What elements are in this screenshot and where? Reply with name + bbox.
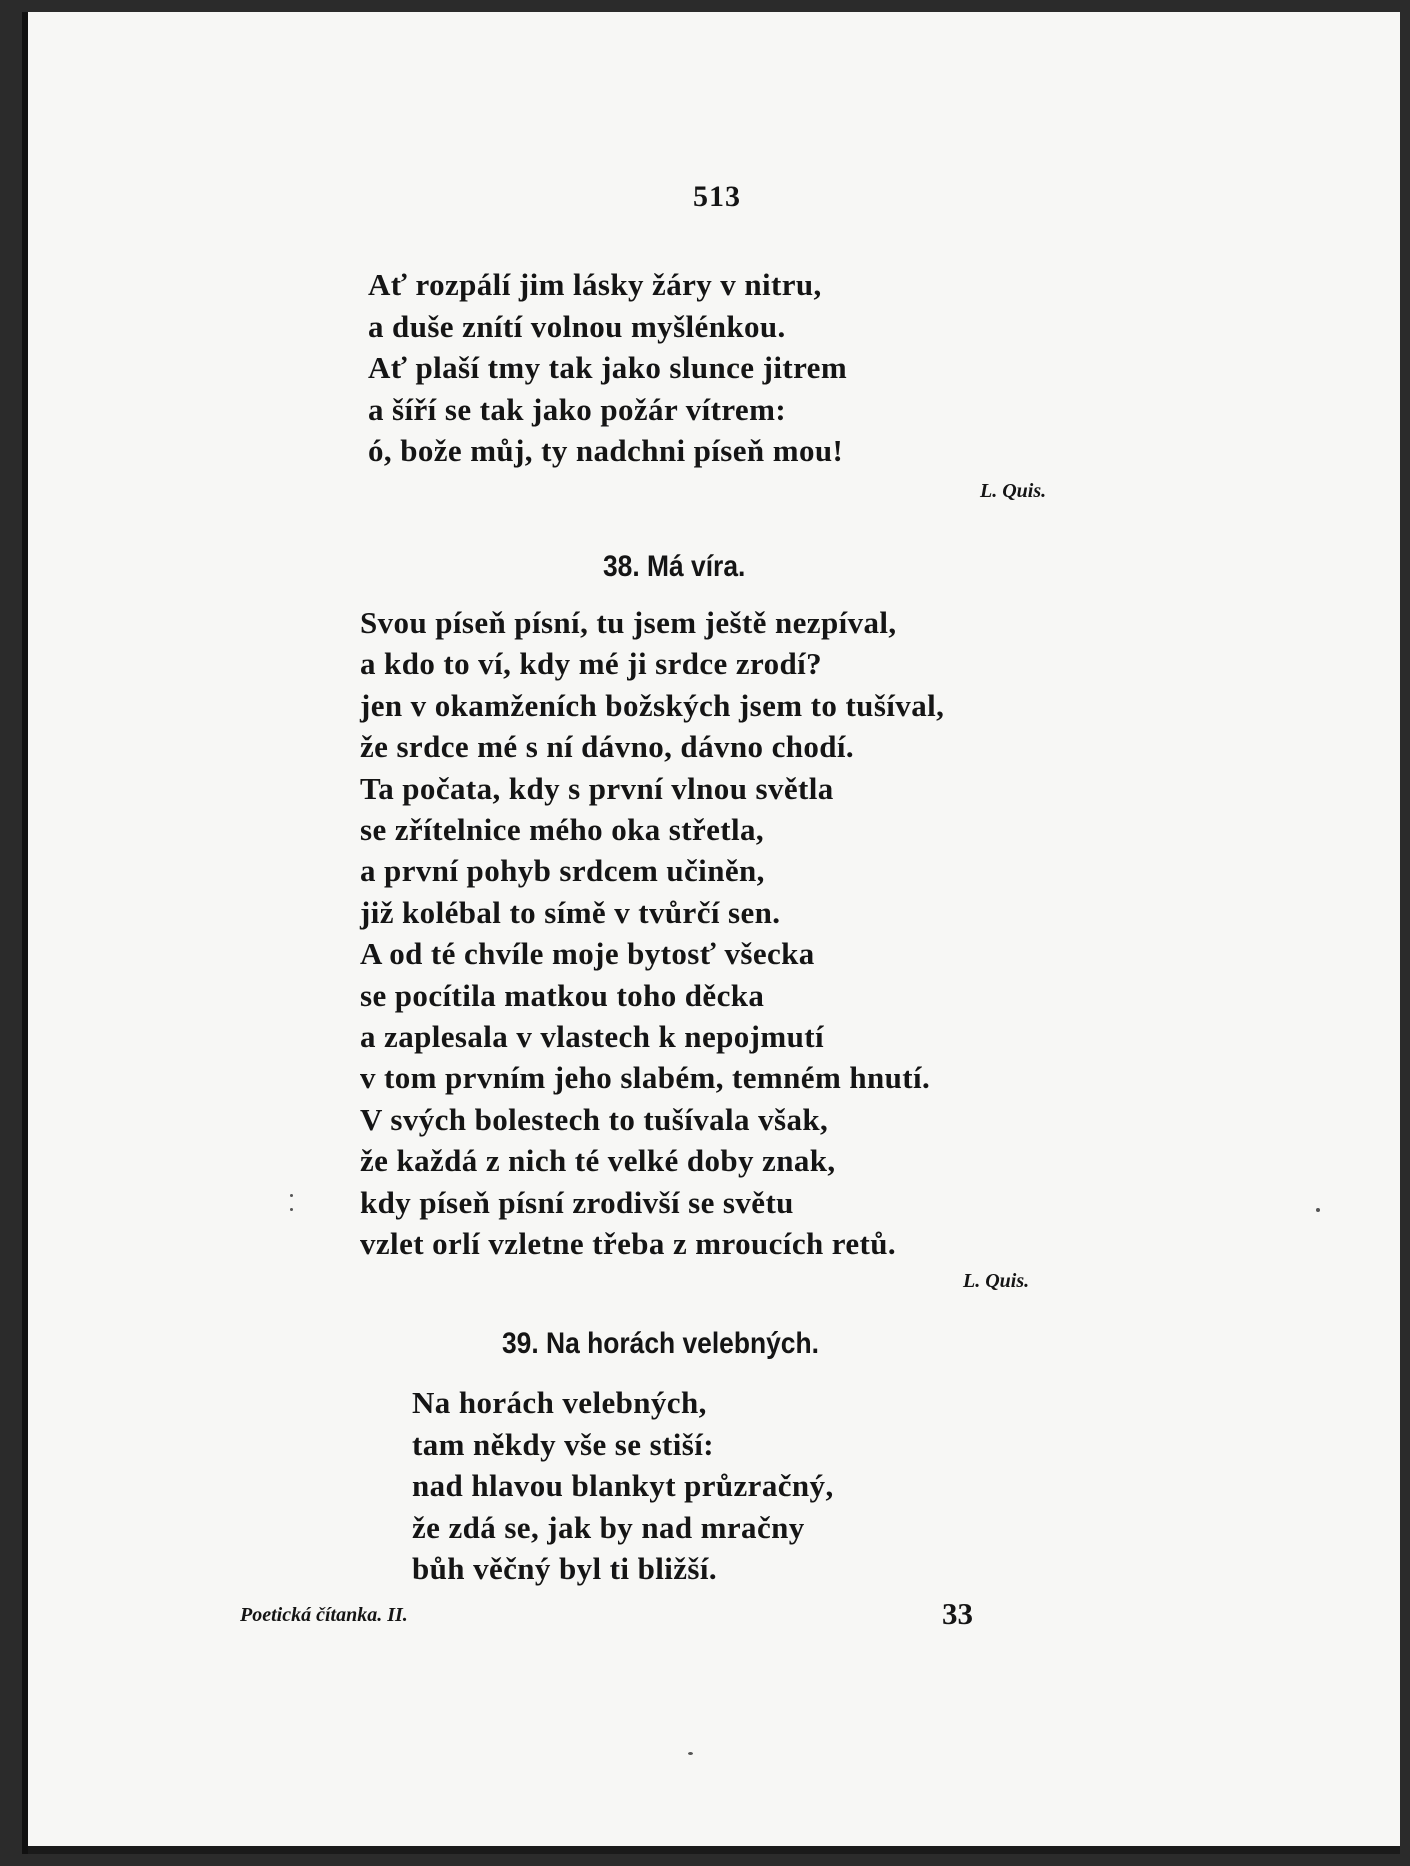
printer-signature-mark: 33 <box>942 1596 973 1631</box>
verse-line: Ta počata, kdy s první vlnou světla <box>360 770 834 806</box>
verse-line: a duše znítí volnou myšlénkou. <box>368 308 786 344</box>
poem-title: 38. Má víra. <box>603 550 746 583</box>
verse-line: se pocítila matkou toho děcka <box>360 977 765 1013</box>
verse-line: že srdce mé s ní dávno, dávno chodí. <box>360 729 855 765</box>
verse-line: a první pohyb srdcem učiněn, <box>360 853 765 889</box>
verse-line: kdy píseň písní zrodivší se světu <box>360 1184 794 1220</box>
author-signature: L. Quis. <box>980 480 1047 502</box>
verse-line: A od té chvíle moje bytosť všecka <box>360 936 815 972</box>
paper-speck <box>290 1208 293 1211</box>
verse-line: Ať plaší tmy tak jako slunce jitrem <box>368 350 848 386</box>
paper-speck <box>688 1752 693 1755</box>
verse-line: bůh věčný byl ti bližší. <box>412 1551 718 1587</box>
verse-line: V svých bolestech to tušívala však, <box>360 1101 829 1137</box>
paper-speck <box>1316 1208 1320 1212</box>
verse-line: Ať rozpálí jim lásky žáry v nitru, <box>368 267 822 302</box>
verse-line: již kolébal to símě v tvůrčí sen. <box>360 894 781 930</box>
verse-line: Svou píseň písní, tu jsem ještě nezpíval, <box>360 605 897 640</box>
verse-line: jen v okamženích božských jsem to tušíval, <box>360 687 945 723</box>
verse-line: v tom prvním jeho slabém, temném hnutí. <box>360 1060 931 1096</box>
footer-book-title: Poetická čítanka. II. <box>240 1604 408 1626</box>
verse-line: tam někdy vše se stiší: <box>412 1426 714 1462</box>
verse-line: vzlet orlí vzletne třeba z mroucích retů. <box>360 1226 897 1262</box>
verse-line: ó, bože můj, ty nadchni píseň mou! <box>368 433 844 469</box>
author-signature: L. Quis. <box>963 1270 1030 1292</box>
verse-line: že zdá se, jak by nad mračny <box>412 1509 805 1545</box>
verse-line: že každá z nich té velké doby znak, <box>360 1143 836 1179</box>
verse-line: a šíří se tak jako požár vítrem: <box>368 391 787 427</box>
paper-speck <box>290 1194 293 1197</box>
book-page <box>22 12 1400 1854</box>
verse-line: a kdo to ví, kdy mé ji srdce zrodí? <box>360 646 823 682</box>
verse-line: se zřítelnice mého oka střetla, <box>360 812 765 848</box>
poem-title: 39. Na horách velebných. <box>502 1327 819 1360</box>
poem-body <box>360 602 944 1265</box>
verse-line: Na horách velebných, <box>412 1385 707 1420</box>
page-edge <box>28 1846 1400 1854</box>
verse-line: nad hlavou blankyt průzračný, <box>412 1468 834 1504</box>
stanza-continued <box>368 264 847 472</box>
page-number: 513 <box>693 180 741 213</box>
verse-line: a zaplesala v vlastech k nepojmutí <box>360 1019 824 1055</box>
poem-body <box>412 1382 834 1590</box>
